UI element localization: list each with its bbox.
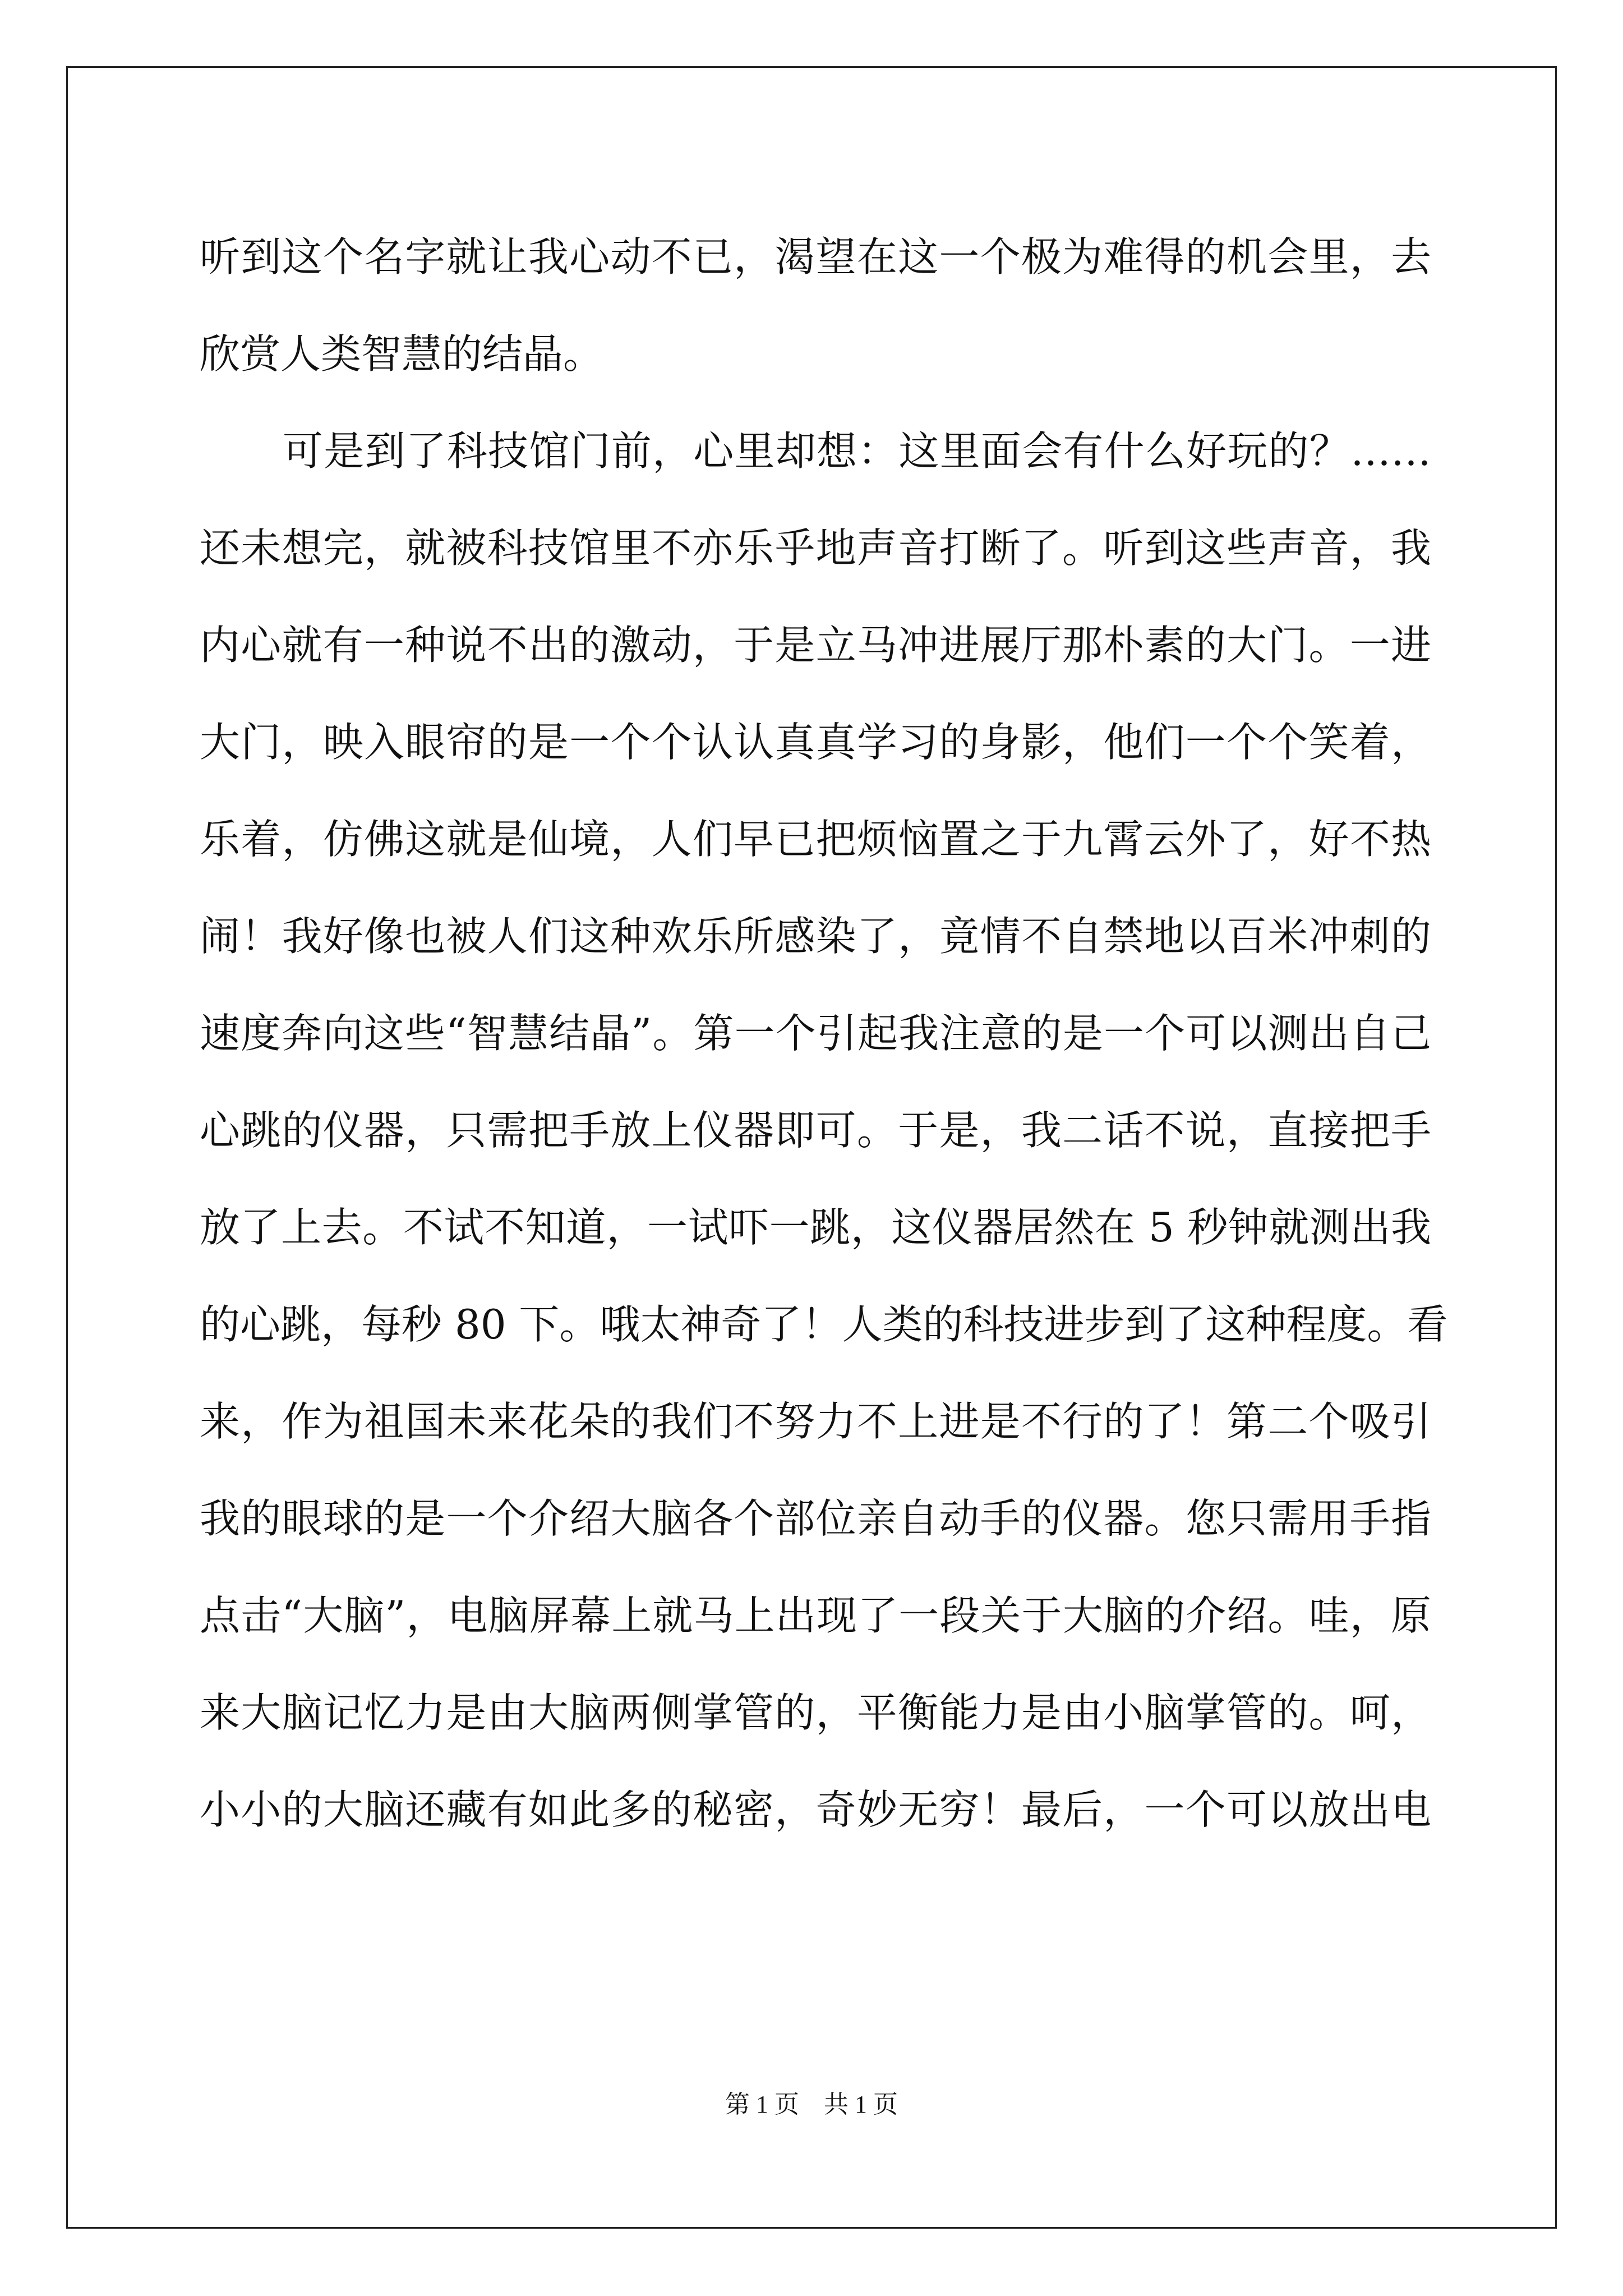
text-line: 还未想完，就被科技馆里不亦乐乎地声音打断了。听到这些声音，我 xyxy=(200,524,1431,572)
page-number: 第 1 页 xyxy=(725,2091,799,2118)
text-line: 来大脑记忆力是由大脑两侧掌管的，平衡能力是由小脑掌管的。呵， xyxy=(200,1689,1431,1736)
document-body xyxy=(200,209,1448,1858)
text-line: 放了上去。不试不知道，一试吓一跳，这仪器居然在 5 秒钟就测出我 xyxy=(200,1204,1431,1251)
page-footer xyxy=(0,2088,1623,2122)
text-line: 内心就有一种说不出的激动，于是立马冲进展厅那朴素的大门。一进 xyxy=(200,622,1431,669)
text-line: 点击“大脑”，电脑屏幕上就马上出现了一段关于大脑的介绍。哇，原 xyxy=(200,1592,1431,1639)
text-line: 乐着，仿佛这就是仙境，人们早已把烦恼置之于九霄云外了，好不热 xyxy=(200,816,1431,863)
text-line: 大门，映入眼帘的是一个个认认真真学习的身影，他们一个个笑着， xyxy=(200,719,1431,766)
text-line: 来，作为祖国未来花朵的我们不努力不上进是不行的了！第二个吸引 xyxy=(200,1398,1431,1445)
text-line: 听到这个名字就让我心动不已，渴望在这一个极为难得的机会里，去 xyxy=(200,233,1431,280)
text-line: 速度奔向这些“智慧结晶”。第一个引起我注意的是一个可以测出自己 xyxy=(200,1010,1431,1057)
text-line: 我的眼球的是一个介绍大脑各个部位亲自动手的仪器。您只需用手指 xyxy=(200,1495,1431,1542)
text-line: 心跳的仪器，只需把手放上仪器即可。于是，我二话不说，直接把手 xyxy=(200,1107,1431,1154)
text-line: 可是到了科技馆门前，心里却想：这里面会有什么好玩的？…… xyxy=(283,427,1431,475)
text-line: 小小的大脑还藏有如此多的秘密，奇妙无穷！最后，一个可以放出电 xyxy=(200,1786,1431,1833)
text-line: 欣赏人类智慧的结晶。 xyxy=(200,330,604,378)
text-line: 闹！我好像也被人们这种欢乐所感染了，竟情不自禁地以百米冲刺的 xyxy=(200,913,1431,960)
text-line: 的心跳，每秒 80 下。哦太神奇了！人类的科技进步到了这种程度。看 xyxy=(200,1301,1448,1348)
page-total: 共 1 页 xyxy=(824,2091,898,2118)
